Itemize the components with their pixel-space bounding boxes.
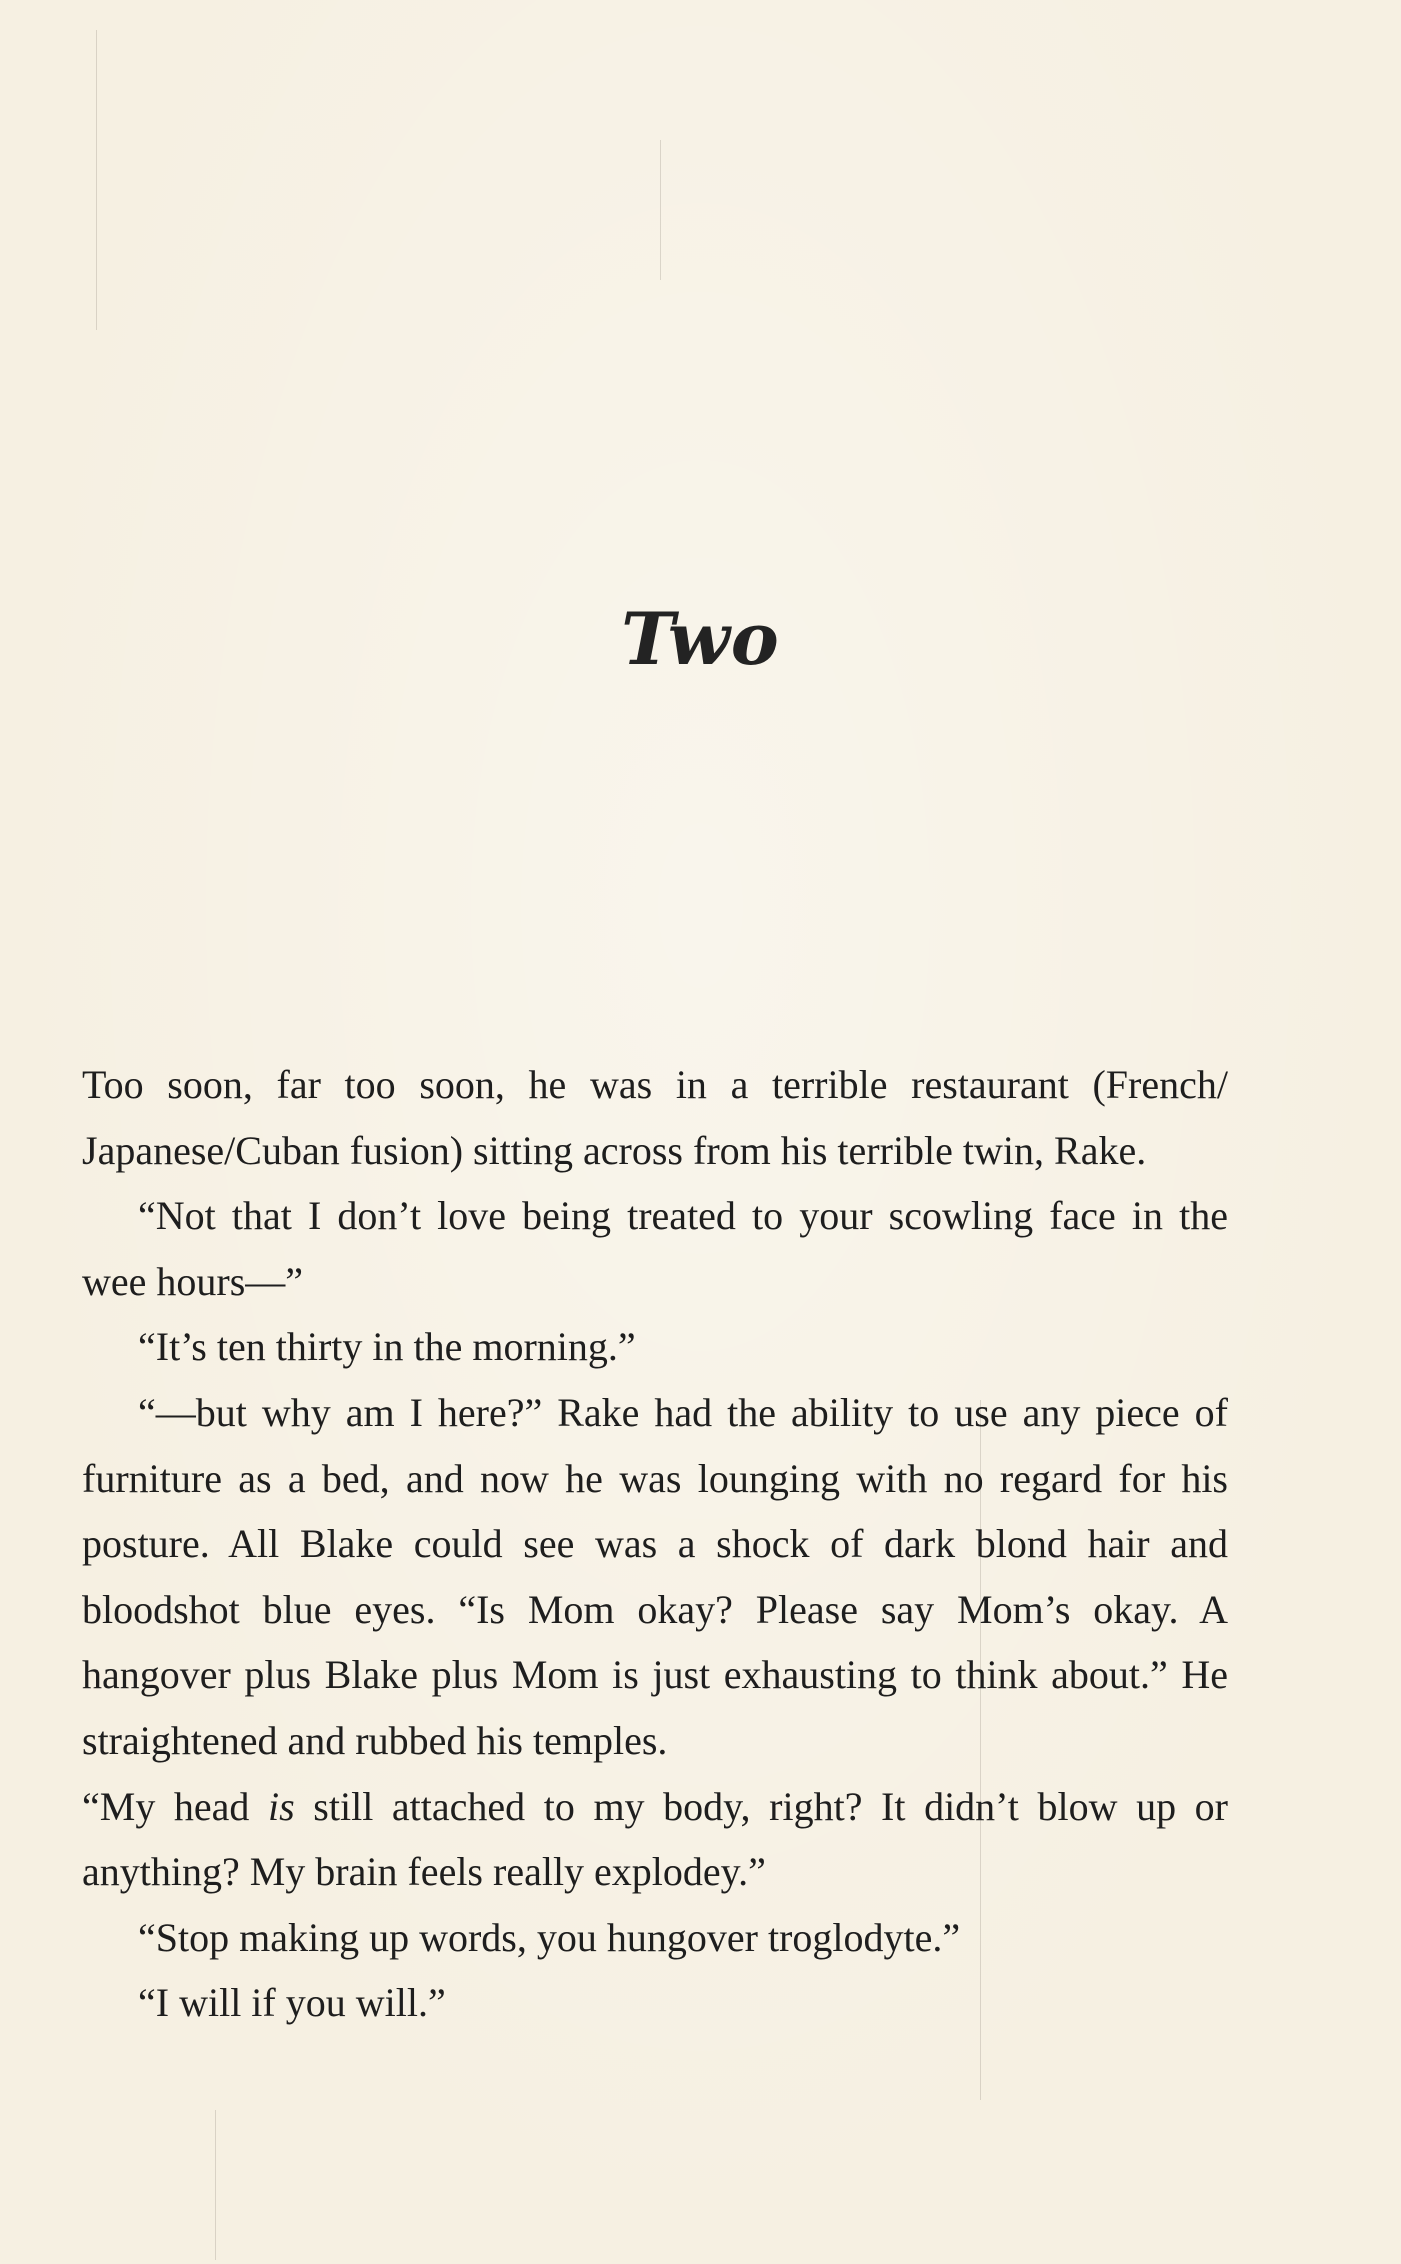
page-crease — [96, 30, 97, 330]
chapter-heading: Two — [621, 596, 780, 682]
paragraph: “Not that I don’t love being treated to your scowling face in the wee hours—” — [82, 1193, 1228, 1304]
page-crease — [215, 2110, 216, 2260]
emphasis: is — [268, 1783, 295, 1829]
bleed-through-texture — [95, 200, 1235, 266]
paragraph: Too soon, far too soon, he was in a terrible restaurant (French/ Japanese/Cuban fusion) sitting across from his terrible twin, Rake. — [82, 1062, 1228, 1173]
paragraph: “I will if you will.” — [138, 1980, 446, 2026]
paragraph: “Stop making up words, you hungover troglodyte.” — [138, 1914, 961, 1960]
paragraph: “My head is still attached to my body, right? It didn’t blow up or anything? My brain feels really explodey.” — [82, 1783, 1228, 1895]
page-crease — [660, 140, 661, 280]
paragraph: “It’s ten thirty in the morning.” — [138, 1324, 636, 1370]
chapter-body — [82, 1052, 1228, 2036]
paragraph: “—but why am I here?” Rake had the ability to use any piece of furniture as a bed, and now he was lounging with no regard for his posture. All Blake could see was a shock of dark blond hair and bloodshot blue eyes. “Is Mom okay? Please say Mom’s okay. A hangover plus Blake plus Mom is just exhausting to think about.” He straightened and rubbed his temples. — [82, 1389, 1228, 1763]
